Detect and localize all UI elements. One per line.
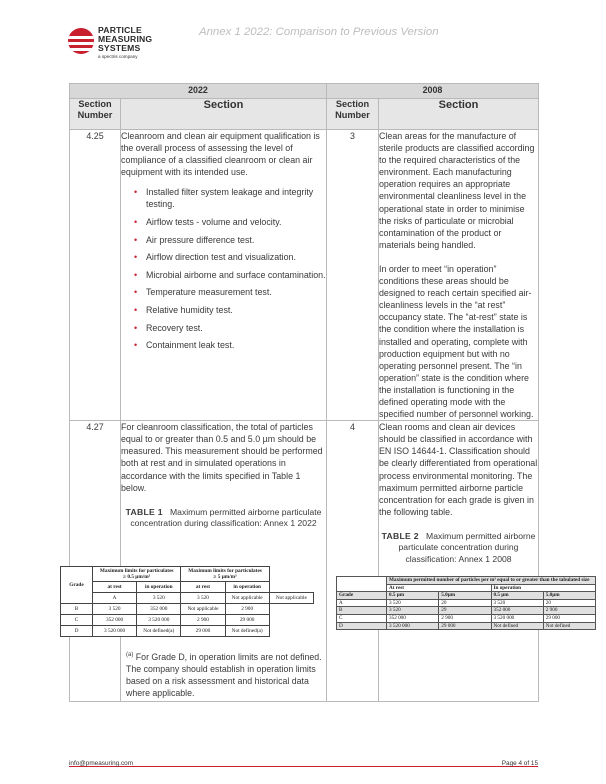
table-2-caption <box>379 531 538 566</box>
table-cell: 2 900 <box>181 615 225 626</box>
table-cell: C <box>61 615 93 626</box>
table-row <box>337 622 596 630</box>
table-row <box>61 615 314 626</box>
table-cell: 20 <box>543 599 595 607</box>
table-cell: D <box>337 622 387 630</box>
table-cell: Not applicable <box>181 604 225 615</box>
logo-line-3: SYSTEMS <box>98 43 141 53</box>
bullet-list <box>121 186 326 351</box>
table-cell: Not defined(a) <box>137 626 181 637</box>
table-row <box>70 130 539 421</box>
table-cell: B <box>61 604 93 615</box>
section-paragraph: For cleanroom classification, the total of particles equal to or greater than 0.5 and 5.0 µm should be measured. This measurement should be performed both at rest and in simulated operations in accordance with the limits specified in Table 1 below. <box>121 422 323 493</box>
list-item: • Temperature measurement test. <box>146 286 326 298</box>
section-paragraph: Cleanroom and clean air equipment qualification is the overall process of assessing the level of compliance of a classified cleanroom or clean air equipment with its intended use. <box>121 131 320 178</box>
in-operation-header: in operation <box>225 582 269 593</box>
group-header-title: Maximum limits for particulates <box>188 568 262 574</box>
section-number-header: Section Number <box>327 99 379 130</box>
table-cell: 352 000 <box>387 614 439 622</box>
section-number-header: Section Number <box>70 99 121 130</box>
page-footer <box>69 760 538 767</box>
table-cell: 352 000 <box>491 607 543 615</box>
group-header-size: ≥ 0.5 µm/m³ <box>123 574 151 580</box>
table-row <box>337 607 596 615</box>
table-cell: 20 <box>439 599 491 607</box>
table-row <box>70 421 539 701</box>
list-item: • Airflow tests - volume and velocity. <box>146 216 326 228</box>
table-cell: B <box>337 607 387 615</box>
table-row <box>61 593 314 604</box>
section-header: Section <box>121 99 327 130</box>
page-header <box>0 0 606 80</box>
logo-subtitle: a spectris company <box>98 54 138 59</box>
table-cell: 3 520 <box>387 599 439 607</box>
list-item: • Recovery test. <box>146 322 326 334</box>
footnote <box>121 644 326 701</box>
footnote-text: For Grade D, in operation limits are not defined. The company should establish in operation limits based on a risk assessment and historical data where applicable. <box>126 651 322 698</box>
at-rest-header: at rest <box>181 582 225 593</box>
size-header: 5.0µm <box>439 592 491 600</box>
grade-header: Grade <box>61 567 93 604</box>
year-2022-header: 2022 <box>70 84 327 99</box>
section-text-cell <box>379 130 539 421</box>
table-cell: 3 520 000 <box>387 622 439 630</box>
table-2-top-header: Maximum permitted number of particles per m³ equal to or greater than the tabulated size <box>387 577 596 585</box>
section-paragraph: Clean rooms and clean air devices should be classified in accordance with EN ISO 14644-1. Classification should be clearly differentiated from operational process environmental monitoring. The maximum permitted airborne particle concentration for each grade is given in the following table. <box>379 422 538 517</box>
table-cell: 3 520 <box>387 607 439 615</box>
at-rest-header: At rest <box>387 584 492 592</box>
section-number-cell: 4 <box>327 421 379 701</box>
size-header: 0.5 µm <box>491 592 543 600</box>
document-title: Annex 1 2022: Comparison to Previous Version <box>199 26 439 38</box>
table-cell: Not applicable <box>269 593 313 604</box>
table-cell: 352 000 <box>93 615 137 626</box>
table-cell: Not defined <box>543 622 595 630</box>
table-row <box>61 604 314 615</box>
table-cell: 3 520 000 <box>491 614 543 622</box>
table-cell: 29 000 <box>439 622 491 630</box>
table-cell: C <box>337 614 387 622</box>
section-text-cell <box>121 421 327 701</box>
group-header-title: Maximum limits for particulates <box>99 568 174 574</box>
section-paragraph: In order to meet “in operation” conditions these areas should be designed to reach certain specified air-cleanliness levels in the “at rest” occupancy state. The “at-rest” state is the condition where the installation is installed and operating, complete with production equipment but with no operating personnel present. The “in operation” state is the condition where the installation is functioning in the defined operating mode with the specified number of personnel working. <box>379 263 534 420</box>
table-cell: 3 520 <box>93 604 137 615</box>
list-item: • Air pressure difference test. <box>146 234 326 246</box>
footnote-mark: (a) <box>126 651 134 658</box>
table-cell: 29 000 <box>543 614 595 622</box>
list-item: • Containment leak test. <box>146 339 326 351</box>
size-header: 0.5 µm <box>387 592 439 600</box>
table-cell: 3 520 <box>137 593 181 604</box>
table-cell: Not defined <box>491 622 543 630</box>
table-cell: 2 900 <box>543 607 595 615</box>
section-text-cell <box>379 421 539 701</box>
table-cell: D <box>61 626 93 637</box>
table-cell: Not applicable <box>225 593 269 604</box>
table-cell: 3 520 000 <box>137 615 181 626</box>
list-item: • Microbial airborne and surface contamination. <box>146 269 326 281</box>
group-header <box>93 567 181 582</box>
table-cell: 3 520 <box>181 593 225 604</box>
section-text-cell <box>121 130 327 421</box>
logo-line-1: PARTICLE <box>98 25 142 35</box>
table-cell: Not defined(a) <box>225 626 269 637</box>
table-cell: A <box>337 599 387 607</box>
section-number-cell: 4.27 <box>70 421 121 701</box>
table-cell: 29 <box>439 607 491 615</box>
table-row <box>337 599 596 607</box>
section-header: Section <box>379 99 539 130</box>
group-header-size: ≥ 5 µm/m³ <box>213 574 237 580</box>
section-number-cell: 3 <box>327 130 379 421</box>
page-number: Page 4 of 15 <box>501 760 538 767</box>
table-row <box>61 626 314 637</box>
table-cell: 352 000 <box>137 604 181 615</box>
grade-header: Grade <box>337 592 387 600</box>
table-cell: A <box>93 593 137 604</box>
section-paragraph: Clean areas for the manufacture of sterile products are classified according to the required characteristics of the environment. Each manufacturing operation requires an appropriate environmental cleanliness level in the operational state in order to minimise the risks of particulate or microbial contamination of the product or materials being handled. <box>379 131 535 250</box>
particulate-limits-table-2008 <box>336 576 596 630</box>
table-row <box>337 614 596 622</box>
logo-mark-icon <box>68 28 94 54</box>
table-cell: 3 520 000 <box>93 626 137 637</box>
logo-wordmark <box>98 26 152 53</box>
list-item: • Relative humidity test. <box>146 304 326 316</box>
table-2-caption-text: Maximum permitted airborne particulate concentration during classification: Annex 1 2008 <box>398 530 536 564</box>
table-cell: 29 000 <box>225 615 269 626</box>
table-cell: 2 900 <box>439 614 491 622</box>
year-2008-header: 2008 <box>327 84 539 99</box>
list-item: • Airflow direction test and visualization. <box>146 251 326 263</box>
company-logo <box>68 24 188 64</box>
in-operation-header: In operation <box>491 584 596 592</box>
particulate-limits-table-2022 <box>60 566 314 637</box>
in-operation-header: in operation <box>137 582 181 593</box>
list-item: • Installed filter system leakage and integrity testing. <box>146 186 326 210</box>
group-header <box>181 567 269 582</box>
table-cell: 3 520 <box>491 599 543 607</box>
table-cell: 2 900 <box>225 604 269 615</box>
size-header: 5.0µm <box>543 592 595 600</box>
logo-line-2: MEASURING <box>98 34 153 44</box>
table-cell: 29 000 <box>181 626 225 637</box>
footer-email: info@pmeasuring.com <box>69 760 134 767</box>
table-2-label: TABLE 2 <box>381 530 419 541</box>
table-1-caption <box>121 507 326 530</box>
table-1-label: TABLE 1 <box>125 506 163 517</box>
at-rest-header: at rest <box>93 582 137 593</box>
section-number-cell: 4.25 <box>70 130 121 421</box>
table-1-caption-text: Maximum permitted airborne particulate concentration during classification: Annex 1 2022 <box>130 506 322 529</box>
